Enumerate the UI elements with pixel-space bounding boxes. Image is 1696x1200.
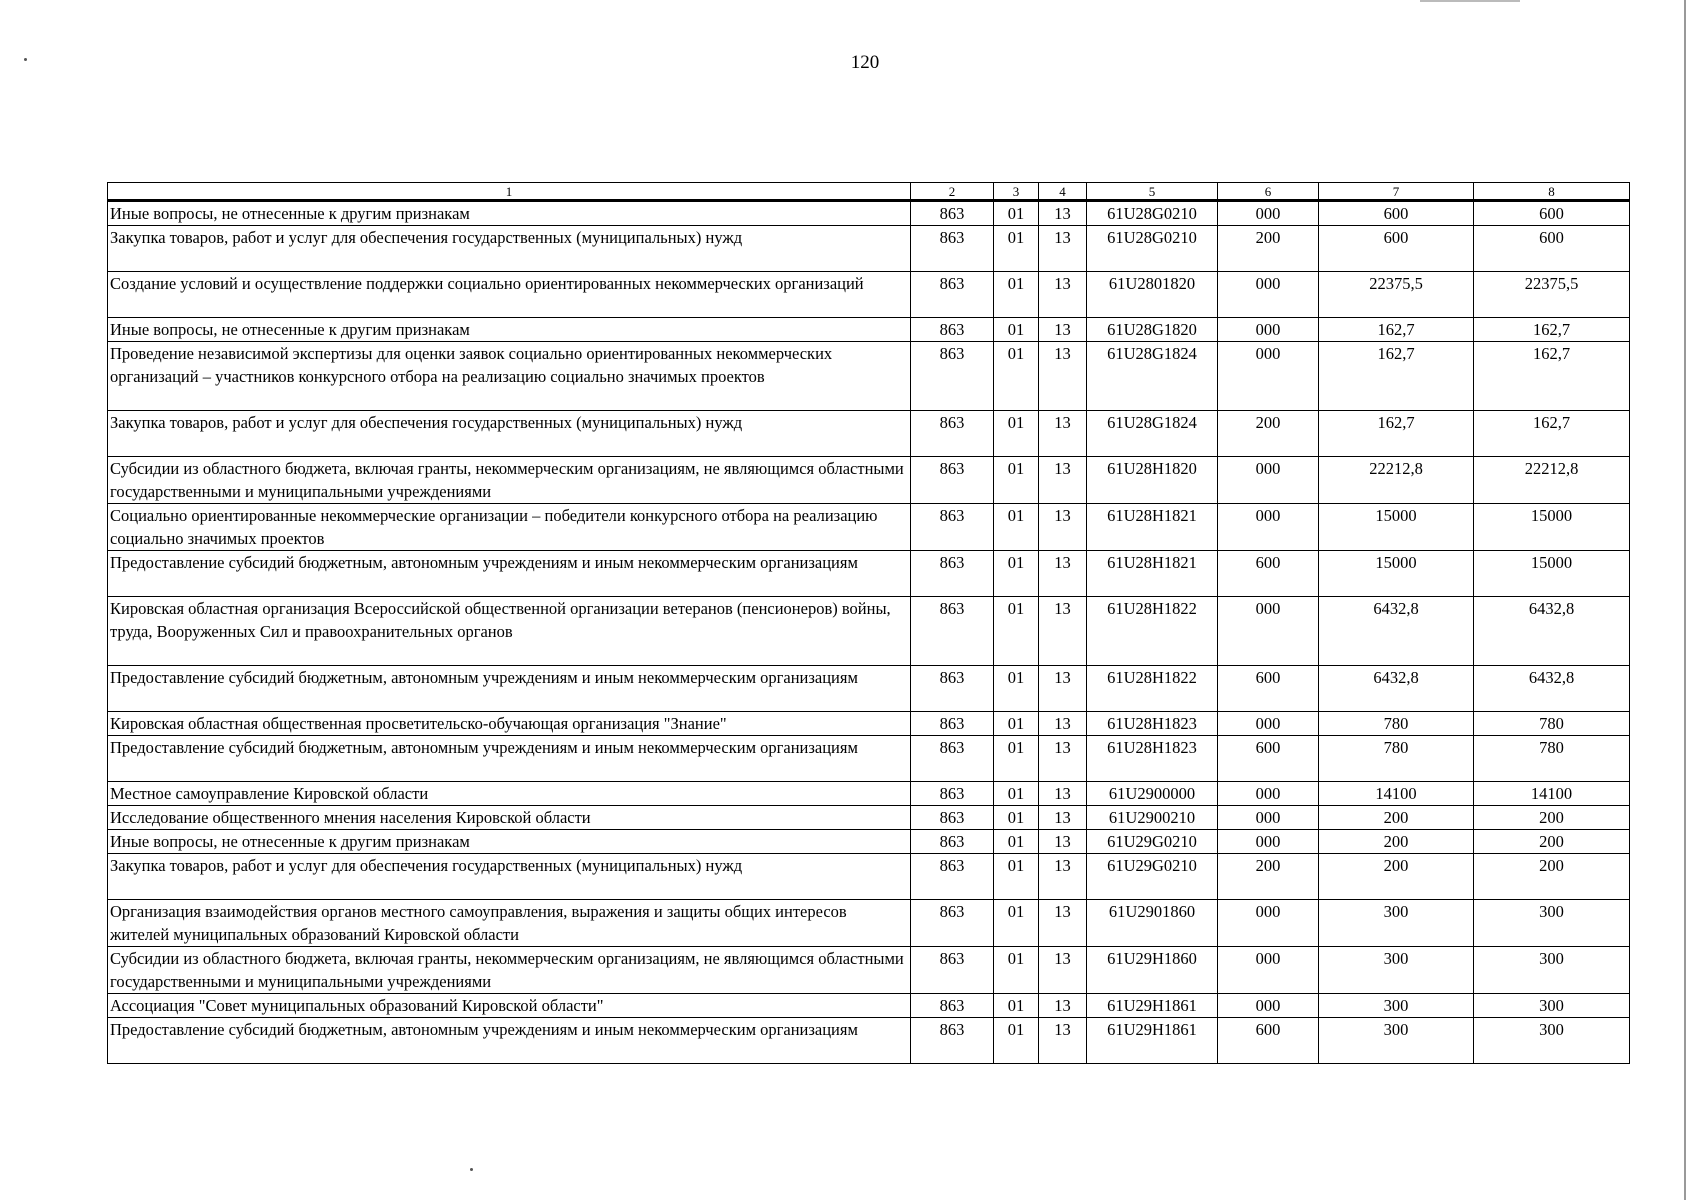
row-name-cell: Субсидии из областного бюджета, включая гранты, некоммерческим организациям, не являющимся областными государственными и муниципальными учреждениями xyxy=(108,947,911,994)
row-name-cell: Предоставление субсидий бюджетным, автономным учреждениям и иным некоммерческим организациям xyxy=(108,1018,911,1064)
row-name-cell: Ассоциация "Совет муниципальных образований Кировской области" xyxy=(108,994,911,1018)
row-name-cell: Кировская областная организация Всероссийской общественной организации ветеранов (пенсионеров) войны, труда, Вооруженных Сил и правоохранительных органов xyxy=(108,597,911,666)
row-name-cell: Предоставление субсидий бюджетным, автономным учреждениям и иным некоммерческим организациям xyxy=(108,551,911,597)
section-cell: 01 xyxy=(994,830,1039,854)
row-name-cell: Кировская областная общественная просветительско-обучающая организация "Знание" xyxy=(108,712,911,736)
subsection-cell: 13 xyxy=(1039,1018,1087,1064)
expense-type-cell: 200 xyxy=(1218,411,1319,457)
row-name-cell: Субсидии из областного бюджета, включая гранты, некоммерческим организациям, не являющимся областными государственными и муниципальными учреждениями xyxy=(108,457,911,504)
amount-year1-cell: 15000 xyxy=(1319,551,1474,597)
column-header: 3 xyxy=(994,183,1039,201)
amount-year2-cell: 600 xyxy=(1474,201,1630,226)
table-row xyxy=(108,806,1630,830)
table-row xyxy=(108,318,1630,342)
section-cell: 01 xyxy=(994,272,1039,318)
target-article-cell: 61U28H1821 xyxy=(1087,551,1218,597)
row-name-cell: Закупка товаров, работ и услуг для обеспечения государственных (муниципальных) нужд xyxy=(108,411,911,457)
table-row xyxy=(108,782,1630,806)
ved-code-cell: 863 xyxy=(911,597,994,666)
expense-type-cell: 600 xyxy=(1218,551,1319,597)
target-article-cell: 61U28H1823 xyxy=(1087,712,1218,736)
amount-year1-cell: 162,7 xyxy=(1319,411,1474,457)
amount-year2-cell: 162,7 xyxy=(1474,342,1630,411)
amount-year1-cell: 300 xyxy=(1319,994,1474,1018)
column-header: 8 xyxy=(1474,183,1630,201)
amount-year1-cell: 200 xyxy=(1319,806,1474,830)
row-name-cell: Социально ориентированные некоммерческие организации – победители конкурсного отбора на реализацию социально значимых проектов xyxy=(108,504,911,551)
target-article-cell: 61U29H1860 xyxy=(1087,947,1218,994)
table-row xyxy=(108,736,1630,782)
table-row xyxy=(108,597,1630,666)
target-article-cell: 61U28G1824 xyxy=(1087,342,1218,411)
expense-type-cell: 000 xyxy=(1218,994,1319,1018)
subsection-cell: 13 xyxy=(1039,736,1087,782)
table-row xyxy=(108,342,1630,411)
subsection-cell: 13 xyxy=(1039,994,1087,1018)
subsection-cell: 13 xyxy=(1039,504,1087,551)
target-article-cell: 61U2801820 xyxy=(1087,272,1218,318)
ved-code-cell: 863 xyxy=(911,900,994,947)
ved-code-cell: 863 xyxy=(911,318,994,342)
table-row xyxy=(108,994,1630,1018)
subsection-cell: 13 xyxy=(1039,457,1087,504)
row-name-cell: Проведение независимой экспертизы для оценки заявок социально ориентированных некоммерческих организаций – участников конкурсного отбора на реализацию социально значимых проектов xyxy=(108,342,911,411)
expense-type-cell: 000 xyxy=(1218,342,1319,411)
section-cell: 01 xyxy=(994,712,1039,736)
amount-year2-cell: 780 xyxy=(1474,712,1630,736)
table-row xyxy=(108,411,1630,457)
amount-year1-cell: 162,7 xyxy=(1319,342,1474,411)
ved-code-cell: 863 xyxy=(911,666,994,712)
amount-year1-cell: 22212,8 xyxy=(1319,457,1474,504)
subsection-cell: 13 xyxy=(1039,272,1087,318)
amount-year2-cell: 300 xyxy=(1474,947,1630,994)
amount-year2-cell: 300 xyxy=(1474,1018,1630,1064)
expense-type-cell: 000 xyxy=(1218,830,1319,854)
target-article-cell: 61U29G0210 xyxy=(1087,854,1218,900)
ved-code-cell: 863 xyxy=(911,947,994,994)
ved-code-cell: 863 xyxy=(911,854,994,900)
row-name-cell: Закупка товаров, работ и услуг для обеспечения государственных (муниципальных) нужд xyxy=(108,226,911,272)
subsection-cell: 13 xyxy=(1039,551,1087,597)
amount-year1-cell: 6432,8 xyxy=(1319,597,1474,666)
target-article-cell: 61U28H1820 xyxy=(1087,457,1218,504)
table-row xyxy=(108,900,1630,947)
target-article-cell: 61U2901860 xyxy=(1087,900,1218,947)
subsection-cell: 13 xyxy=(1039,666,1087,712)
ved-code-cell: 863 xyxy=(911,994,994,1018)
subsection-cell: 13 xyxy=(1039,342,1087,411)
target-article-cell: 61U29H1861 xyxy=(1087,994,1218,1018)
scan-edge-mark xyxy=(1420,0,1520,2)
amount-year1-cell: 200 xyxy=(1319,830,1474,854)
section-cell: 01 xyxy=(994,1018,1039,1064)
subsection-cell: 13 xyxy=(1039,318,1087,342)
ved-code-cell: 863 xyxy=(911,736,994,782)
ved-code-cell: 863 xyxy=(911,342,994,411)
amount-year2-cell: 200 xyxy=(1474,854,1630,900)
subsection-cell: 13 xyxy=(1039,411,1087,457)
ved-code-cell: 863 xyxy=(911,782,994,806)
amount-year1-cell: 15000 xyxy=(1319,504,1474,551)
section-cell: 01 xyxy=(994,854,1039,900)
target-article-cell: 61U2900210 xyxy=(1087,806,1218,830)
row-name-cell: Исследование общественного мнения населения Кировской области xyxy=(108,806,911,830)
expense-type-cell: 000 xyxy=(1218,947,1319,994)
subsection-cell: 13 xyxy=(1039,854,1087,900)
amount-year1-cell: 200 xyxy=(1319,854,1474,900)
expense-type-cell: 000 xyxy=(1218,457,1319,504)
column-header: 6 xyxy=(1218,183,1319,201)
column-header: 7 xyxy=(1319,183,1474,201)
table-row xyxy=(108,830,1630,854)
amount-year1-cell: 600 xyxy=(1319,226,1474,272)
amount-year2-cell: 162,7 xyxy=(1474,411,1630,457)
expense-type-cell: 200 xyxy=(1218,854,1319,900)
subsection-cell: 13 xyxy=(1039,782,1087,806)
section-cell: 01 xyxy=(994,900,1039,947)
section-cell: 01 xyxy=(994,551,1039,597)
section-cell: 01 xyxy=(994,736,1039,782)
row-name-cell: Предоставление субсидий бюджетным, автономным учреждениям и иным некоммерческим организациям xyxy=(108,666,911,712)
section-cell: 01 xyxy=(994,342,1039,411)
section-cell: 01 xyxy=(994,782,1039,806)
row-name-cell: Закупка товаров, работ и услуг для обеспечения государственных (муниципальных) нужд xyxy=(108,854,911,900)
amount-year1-cell: 162,7 xyxy=(1319,318,1474,342)
scan-page-edge xyxy=(1684,0,1686,1200)
ved-code-cell: 863 xyxy=(911,551,994,597)
section-cell: 01 xyxy=(994,318,1039,342)
table-row xyxy=(108,272,1630,318)
target-article-cell: 61U28H1822 xyxy=(1087,666,1218,712)
subsection-cell: 13 xyxy=(1039,947,1087,994)
ved-code-cell: 863 xyxy=(911,830,994,854)
table-row xyxy=(108,457,1630,504)
table-header-row xyxy=(108,183,1630,201)
subsection-cell: 13 xyxy=(1039,712,1087,736)
ved-code-cell: 863 xyxy=(911,504,994,551)
ved-code-cell: 863 xyxy=(911,411,994,457)
amount-year1-cell: 6432,8 xyxy=(1319,666,1474,712)
row-name-cell: Местное самоуправление Кировской области xyxy=(108,782,911,806)
amount-year1-cell: 300 xyxy=(1319,1018,1474,1064)
amount-year1-cell: 300 xyxy=(1319,900,1474,947)
amount-year2-cell: 600 xyxy=(1474,226,1630,272)
row-name-cell: Организация взаимодействия органов местного самоуправления, выражения и защиты общих интересов жителей муниципальных образований Кировской области xyxy=(108,900,911,947)
subsection-cell: 13 xyxy=(1039,830,1087,854)
amount-year1-cell: 300 xyxy=(1319,947,1474,994)
row-name-cell: Иные вопросы, не отнесенные к другим признакам xyxy=(108,201,911,226)
expense-type-cell: 200 xyxy=(1218,226,1319,272)
amount-year2-cell: 200 xyxy=(1474,830,1630,854)
ved-code-cell: 863 xyxy=(911,226,994,272)
ved-code-cell: 863 xyxy=(911,712,994,736)
amount-year2-cell: 14100 xyxy=(1474,782,1630,806)
scan-speck xyxy=(470,1168,473,1171)
table-row xyxy=(108,551,1630,597)
target-article-cell: 61U29H1861 xyxy=(1087,1018,1218,1064)
ved-code-cell: 863 xyxy=(911,1018,994,1064)
column-header: 2 xyxy=(911,183,994,201)
section-cell: 01 xyxy=(994,504,1039,551)
subsection-cell: 13 xyxy=(1039,201,1087,226)
row-name-cell: Создание условий и осуществление поддержки социально ориентированных некоммерческих организаций xyxy=(108,272,911,318)
expense-type-cell: 600 xyxy=(1218,736,1319,782)
section-cell: 01 xyxy=(994,597,1039,666)
table-row xyxy=(108,504,1630,551)
section-cell: 01 xyxy=(994,226,1039,272)
amount-year2-cell: 15000 xyxy=(1474,551,1630,597)
expense-type-cell: 000 xyxy=(1218,318,1319,342)
table-row xyxy=(108,947,1630,994)
target-article-cell: 61U28H1823 xyxy=(1087,736,1218,782)
expense-type-cell: 000 xyxy=(1218,712,1319,736)
table-row xyxy=(108,666,1630,712)
subsection-cell: 13 xyxy=(1039,597,1087,666)
row-name-cell: Иные вопросы, не отнесенные к другим признакам xyxy=(108,830,911,854)
subsection-cell: 13 xyxy=(1039,806,1087,830)
expense-type-cell: 000 xyxy=(1218,806,1319,830)
ved-code-cell: 863 xyxy=(911,806,994,830)
expense-type-cell: 000 xyxy=(1218,201,1319,226)
amount-year1-cell: 14100 xyxy=(1319,782,1474,806)
amount-year1-cell: 600 xyxy=(1319,201,1474,226)
ved-code-cell: 863 xyxy=(911,201,994,226)
amount-year1-cell: 22375,5 xyxy=(1319,272,1474,318)
expense-type-cell: 600 xyxy=(1218,666,1319,712)
table-row xyxy=(108,712,1630,736)
section-cell: 01 xyxy=(994,457,1039,504)
target-article-cell: 61U2900000 xyxy=(1087,782,1218,806)
section-cell: 01 xyxy=(994,666,1039,712)
amount-year2-cell: 22212,8 xyxy=(1474,457,1630,504)
ved-code-cell: 863 xyxy=(911,272,994,318)
table-row xyxy=(108,226,1630,272)
target-article-cell: 61U28H1822 xyxy=(1087,597,1218,666)
table-row xyxy=(108,1018,1630,1064)
amount-year2-cell: 15000 xyxy=(1474,504,1630,551)
amount-year2-cell: 780 xyxy=(1474,736,1630,782)
target-article-cell: 61U28H1821 xyxy=(1087,504,1218,551)
section-cell: 01 xyxy=(994,994,1039,1018)
target-article-cell: 61U28G0210 xyxy=(1087,226,1218,272)
section-cell: 01 xyxy=(994,806,1039,830)
target-article-cell: 61U28G0210 xyxy=(1087,201,1218,226)
amount-year2-cell: 300 xyxy=(1474,994,1630,1018)
amount-year2-cell: 6432,8 xyxy=(1474,666,1630,712)
target-article-cell: 61U28G1820 xyxy=(1087,318,1218,342)
subsection-cell: 13 xyxy=(1039,900,1087,947)
table-row xyxy=(108,854,1630,900)
column-header: 5 xyxy=(1087,183,1218,201)
section-cell: 01 xyxy=(994,947,1039,994)
amount-year2-cell: 22375,5 xyxy=(1474,272,1630,318)
expense-type-cell: 000 xyxy=(1218,782,1319,806)
table-row xyxy=(108,201,1630,226)
subsection-cell: 13 xyxy=(1039,226,1087,272)
expense-type-cell: 000 xyxy=(1218,900,1319,947)
column-header: 4 xyxy=(1039,183,1087,201)
page-number: 120 xyxy=(850,52,880,73)
row-name-cell: Иные вопросы, не отнесенные к другим признакам xyxy=(108,318,911,342)
column-header: 1 xyxy=(108,183,911,201)
section-cell: 01 xyxy=(994,411,1039,457)
expense-type-cell: 600 xyxy=(1218,1018,1319,1064)
amount-year2-cell: 162,7 xyxy=(1474,318,1630,342)
expense-type-cell: 000 xyxy=(1218,597,1319,666)
amount-year1-cell: 780 xyxy=(1319,712,1474,736)
amount-year2-cell: 300 xyxy=(1474,900,1630,947)
row-name-cell: Предоставление субсидий бюджетным, автономным учреждениям и иным некоммерческим организациям xyxy=(108,736,911,782)
target-article-cell: 61U28G1824 xyxy=(1087,411,1218,457)
amount-year2-cell: 6432,8 xyxy=(1474,597,1630,666)
ved-code-cell: 863 xyxy=(911,457,994,504)
amount-year1-cell: 780 xyxy=(1319,736,1474,782)
expense-type-cell: 000 xyxy=(1218,504,1319,551)
amount-year2-cell: 200 xyxy=(1474,806,1630,830)
expense-type-cell: 000 xyxy=(1218,272,1319,318)
target-article-cell: 61U29G0210 xyxy=(1087,830,1218,854)
section-cell: 01 xyxy=(994,201,1039,226)
budget-table xyxy=(107,182,1630,1064)
